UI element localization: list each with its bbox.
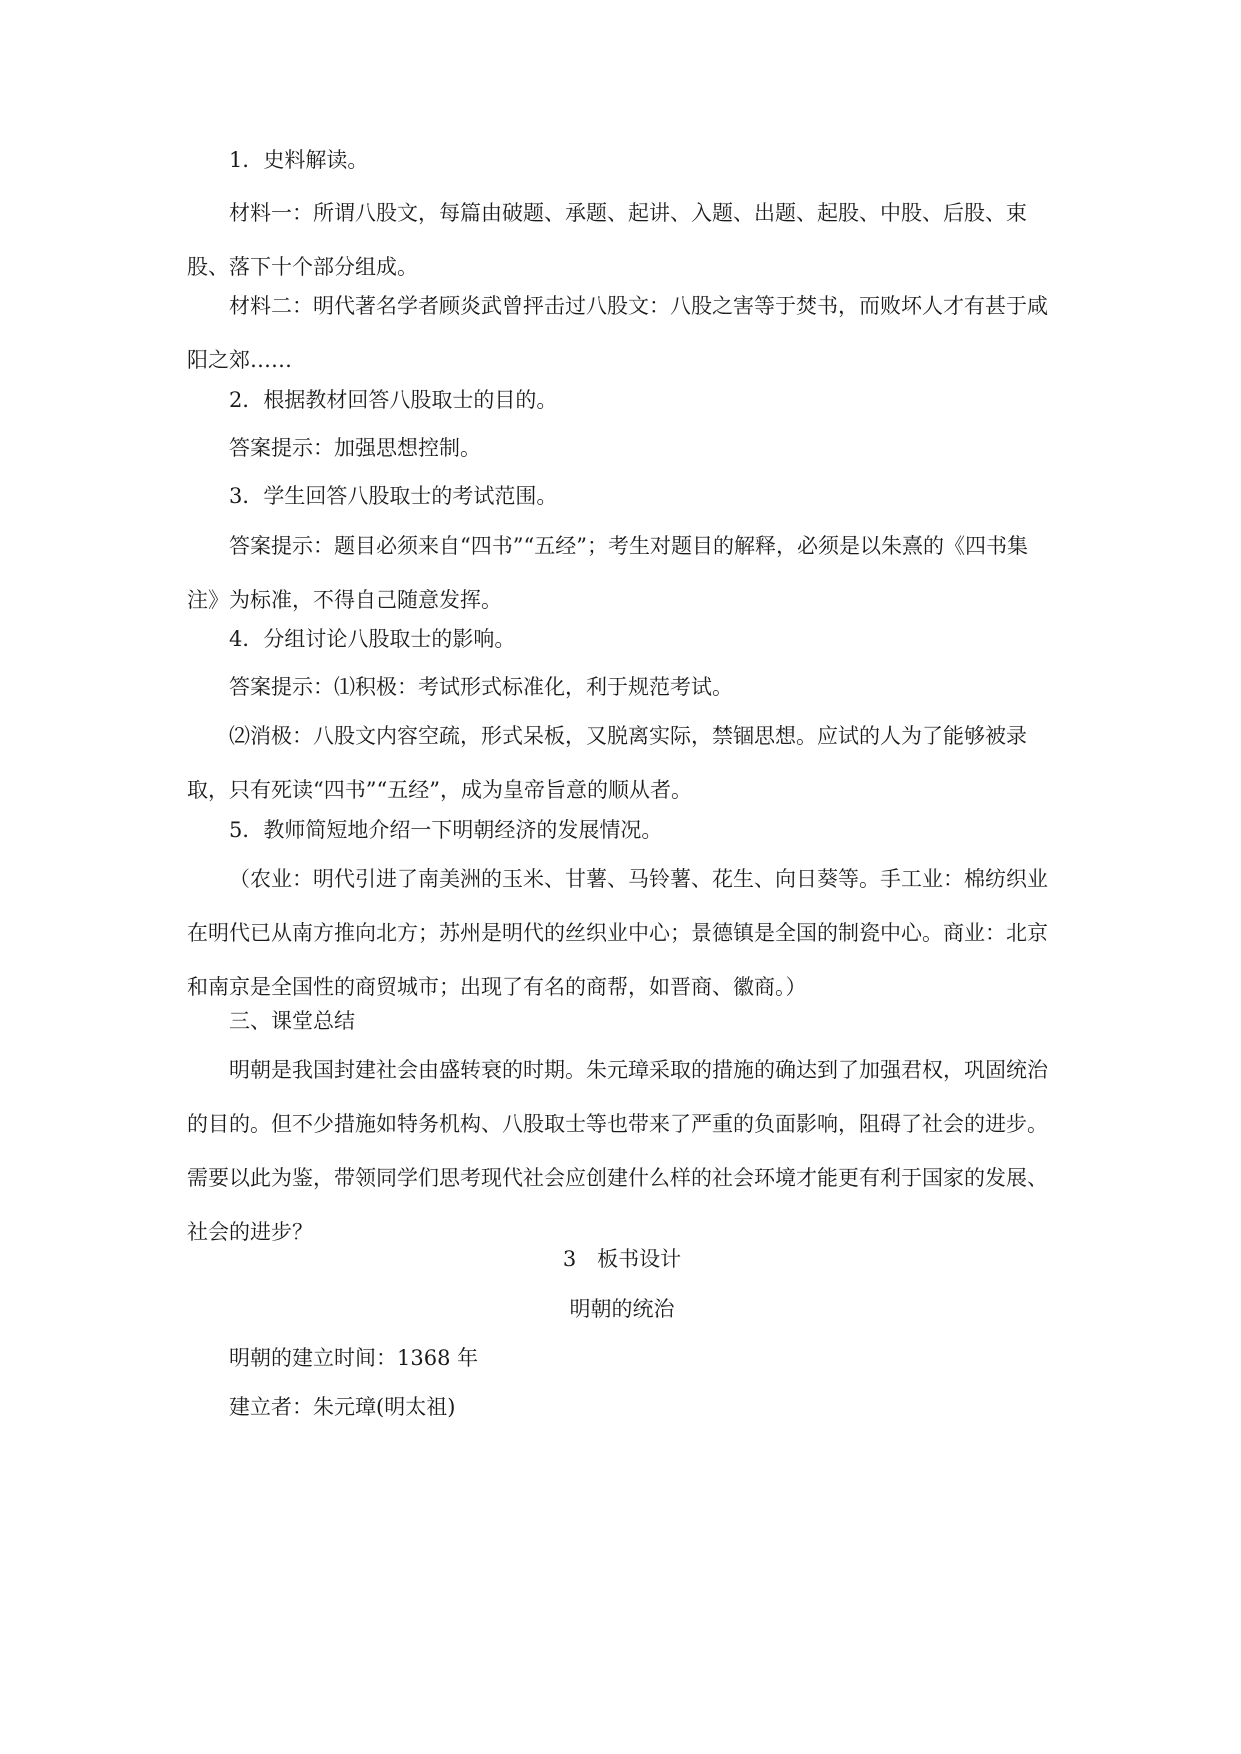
founding-time-line: 明朝的建立时间：1368 年 bbox=[229, 1346, 479, 1370]
item-4-heading: 4．分组讨论八股取士的影响。 bbox=[229, 627, 516, 651]
economy-paragraph: （农业：明代引进了南美洲的玉米、甘薯、马铃薯、花生、向日葵等。手工业：棉纺织业在明代已从南方推向北方；苏州是明代的丝织业中心；景德镇是全国的制瓷中心。商业：北京和南京是全国性的商贸城市；出现了有名的商帮，如晋商、徽商。） bbox=[187, 867, 1048, 999]
item-5-heading: 5．教师简短地介绍一下明朝经济的发展情况。 bbox=[229, 818, 663, 842]
board-title: 明朝的统治 bbox=[569, 1297, 675, 1321]
answer-hint-2: 答案提示：加强思想控制。 bbox=[229, 436, 481, 460]
answer-hint-3: 答案提示：题目必须来自“四书”“五经”；考生对题目的解释，必须是以朱熹的《四书集注》为标准，不得自己随意发挥。 bbox=[187, 534, 1028, 612]
material-two-paragraph: 材料二：明代著名学者顾炎武曾抨击过八股文：八股之害等于焚书，而败坏人才有甚于咸阳之郊…… bbox=[187, 294, 1048, 372]
founder-line: 建立者：朱元璋(明太祖) bbox=[229, 1395, 456, 1419]
material-one-paragraph: 材料一：所谓八股文，每篇由破题、承题、起讲、入题、出题、起股、中股、后股、束股、落下十个部分组成。 bbox=[187, 201, 1027, 279]
item-2-heading: 2．根据教材回答八股取士的目的。 bbox=[229, 388, 558, 412]
item-3-heading: 3．学生回答八股取士的考试范围。 bbox=[229, 484, 558, 508]
answer-hint-4-positive: 答案提示：⑴积极：考试形式标准化，利于规范考试。 bbox=[229, 675, 733, 699]
board-design-heading: 3 板书设计 bbox=[562, 1247, 682, 1271]
section-summary-heading: 三、课堂总结 bbox=[229, 1009, 355, 1033]
item-1-heading: 1．史料解读。 bbox=[229, 148, 369, 172]
summary-paragraph: 明朝是我国封建社会由盛转衰的时期。朱元璋采取的措施的确达到了加强君权，巩固统治的目的。但不少措施如特务机构、八股取士等也带来了严重的负面影响，阻碍了社会的进步。需要以此为鉴，带领同学们思考现代社会应创建什么样的社会环境才能更有利于国家的发展、社会的进步？ bbox=[187, 1058, 1048, 1244]
answer-hint-4-negative: ⑵消极：八股文内容空疏，形式呆板，又脱离实际，禁锢思想。应试的人为了能够被录取，只有死读“四书”“五经”，成为皇帝旨意的顺从者。 bbox=[187, 724, 1027, 802]
